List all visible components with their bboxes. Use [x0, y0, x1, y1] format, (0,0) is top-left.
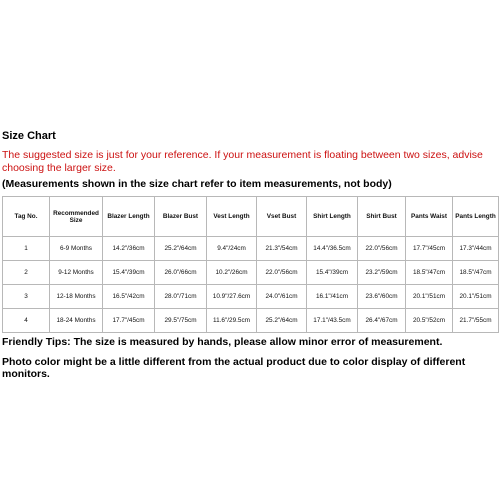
col-header: Vest Length: [207, 197, 257, 237]
table-cell: 23.2"/59cm: [358, 261, 406, 285]
size-advice-note: The suggested size is just for your reference. If your measurement is floating between two sizes, advise choosing the larger size.: [2, 149, 483, 174]
table-cell: 20.1"/51cm: [406, 285, 453, 309]
col-header: Pants Length: [453, 197, 499, 237]
table-cell: 1: [3, 237, 50, 261]
table-cell: 14.2"/36cm: [103, 237, 155, 261]
page-title: Size Chart: [2, 130, 56, 142]
table-cell: 16.1"/41cm: [307, 285, 358, 309]
table-cell: 17.7"/45cm: [103, 309, 155, 333]
size-chart-table: [2, 196, 499, 333]
table-cell: 26.0"/66cm: [155, 261, 207, 285]
table-cell: 25.2"/64cm: [155, 237, 207, 261]
color-disclaimer: Photo color might be a little different from the actual product due to color display of different monitors.: [2, 356, 466, 380]
table-row: [3, 261, 499, 285]
table-cell: 17.3"/44cm: [453, 237, 499, 261]
table-cell: 18.5"/47cm: [406, 261, 453, 285]
table-row: [3, 237, 499, 261]
col-header: Shirt Bust: [358, 197, 406, 237]
col-header: Pants Waist: [406, 197, 453, 237]
table-row: [3, 309, 499, 333]
table-cell: 15.4"/39cm: [307, 261, 358, 285]
table-cell: 20.5"/52cm: [406, 309, 453, 333]
table-cell: 18-24 Months: [50, 309, 103, 333]
table-cell: 12-18 Months: [50, 285, 103, 309]
table-cell: 9.4"/24cm: [207, 237, 257, 261]
table-header-row: [3, 197, 499, 237]
col-header: Recommended Size: [50, 197, 103, 237]
table-cell: 28.0"/71cm: [155, 285, 207, 309]
table-cell: 4: [3, 309, 50, 333]
table-cell: 18.5"/47cm: [453, 261, 499, 285]
table-cell: 10.2"/26cm: [207, 261, 257, 285]
table-cell: 24.0"/61cm: [257, 285, 307, 309]
table-cell: 22.0"/56cm: [257, 261, 307, 285]
table-cell: 15.4"/39cm: [103, 261, 155, 285]
table-cell: 17.7"/45cm: [406, 237, 453, 261]
table-cell: 3: [3, 285, 50, 309]
table-cell: 16.5"/42cm: [103, 285, 155, 309]
table-cell: 10.9"/27.6cm: [207, 285, 257, 309]
col-header: Blazer Length: [103, 197, 155, 237]
friendly-tip: Friendly Tips: The size is measured by hands, please allow minor error of measurement.: [2, 336, 443, 348]
table-cell: 21.3"/54cm: [257, 237, 307, 261]
table-cell: 2: [3, 261, 50, 285]
table-cell: 29.5"/75cm: [155, 309, 207, 333]
col-header: Vset Bust: [257, 197, 307, 237]
table-cell: 22.0"/56cm: [358, 237, 406, 261]
table-cell: 26.4"/67cm: [358, 309, 406, 333]
table-cell: 17.1"/43.5cm: [307, 309, 358, 333]
col-header: Tag No.: [3, 197, 50, 237]
table-cell: 6-9 Months: [50, 237, 103, 261]
table-cell: 11.6"/29.5cm: [207, 309, 257, 333]
measurement-note: (Measurements shown in the size chart refer to item measurements, not body): [2, 178, 392, 190]
table-row: [3, 285, 499, 309]
table-cell: 21.7"/55cm: [453, 309, 499, 333]
table-cell: 9-12 Months: [50, 261, 103, 285]
table-cell: 20.1"/51cm: [453, 285, 499, 309]
col-header: Shirt Length: [307, 197, 358, 237]
table-cell: 14.4"/36.5cm: [307, 237, 358, 261]
col-header: Blazer Bust: [155, 197, 207, 237]
table-cell: 25.2"/64cm: [257, 309, 307, 333]
table-cell: 23.6"/60cm: [358, 285, 406, 309]
